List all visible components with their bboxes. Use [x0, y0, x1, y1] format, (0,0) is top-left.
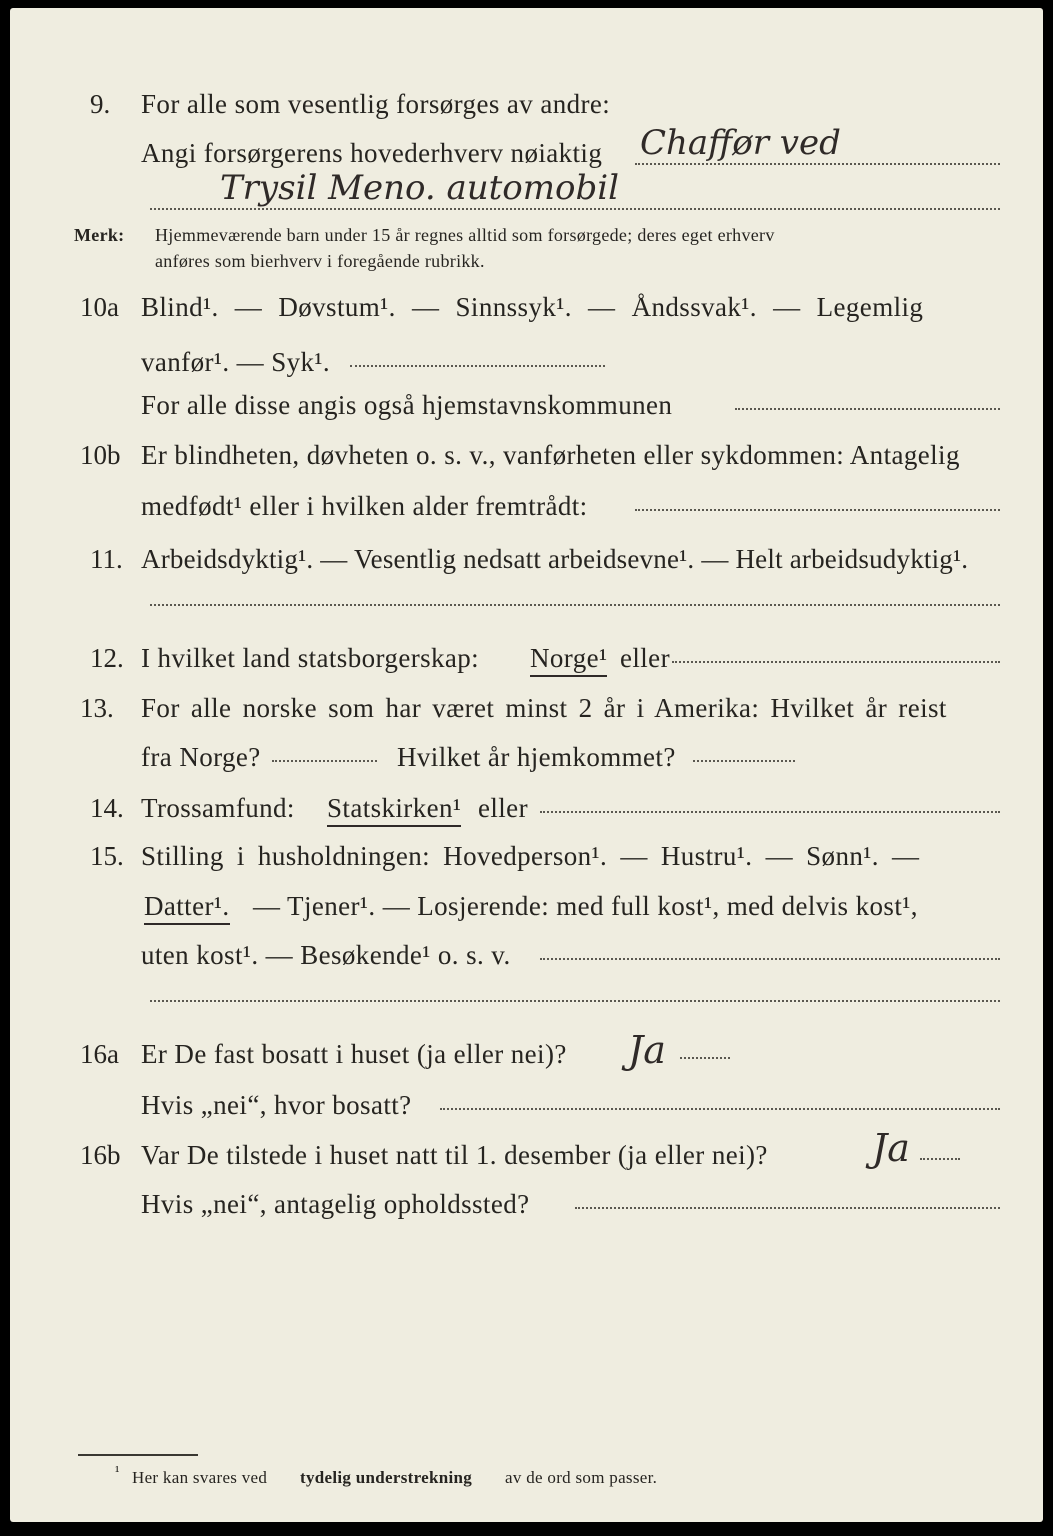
q13-line2a: fra Norge?: [141, 742, 261, 772]
q15-answer-line: [540, 958, 1000, 960]
q13-number: 13.: [80, 693, 114, 723]
q10a-number: 10a: [80, 292, 119, 322]
q10a-hjemstavn-line: [735, 408, 1000, 410]
q9-number: 9.: [90, 89, 111, 119]
q15-answer-line2: [150, 1000, 1000, 1002]
q16a-line2: Hvis „nei“, hvor bosatt?: [141, 1090, 412, 1120]
q11-answer-line: [150, 604, 1000, 606]
q15-line3: uten kost¹. — Besøkende¹ o. s. v.: [141, 940, 511, 970]
q12-text: I hvilket land statsborgerskap:: [141, 643, 480, 673]
q9-answer-line2: [150, 208, 1000, 210]
q16a-line1: Er De fast bosatt i huset (ja eller nei)?: [141, 1039, 567, 1069]
q10b-line1: Er blindheten, døvheten o. s. v., vanførheten eller sykdommen: Antagelig: [141, 440, 960, 470]
footnote-mark: ¹: [115, 1464, 120, 1480]
q16b-opholdssted-line: [575, 1207, 1000, 1209]
q16b-number: 16b: [80, 1140, 121, 1170]
merk-line1: Hjemmeværende barn under 15 år regnes alltid som forsørgede; deres eget erhverv: [155, 225, 775, 245]
q10b-number: 10b: [80, 440, 121, 470]
form-page: [10, 8, 1043, 1522]
q16b-line2: Hvis „nei“, antagelig opholdssted?: [141, 1189, 530, 1219]
q9-line1: For alle som vesentlig forsørges av andre:: [141, 89, 611, 119]
q16a-answer-line: [680, 1057, 730, 1059]
q10b-line2: medfødt¹ eller i hvilken alder fremtrådt:: [141, 491, 588, 521]
q9-handwritten-answer1: Chaffør ved: [640, 123, 841, 163]
q14-option-statskirken: Statskirken¹: [327, 792, 461, 827]
q12-option-norge: Norge¹: [530, 642, 607, 677]
q14-answer-line: [540, 811, 1000, 813]
q15-option-datter: Datter¹.: [144, 890, 230, 925]
q11-line1: Arbeidsdyktig¹. — Vesentlig nedsatt arbeidsevne¹. — Helt arbeidsudyktig¹.: [141, 544, 969, 574]
q13-hjemkommet-line: [693, 760, 795, 762]
q16a-number: 16a: [80, 1039, 119, 1069]
q14-rest: eller: [478, 793, 528, 823]
merk-line2: anføres som bierhverv i foregående rubrikk.: [155, 251, 485, 271]
q9-line2: Angi forsørgerens hovederhverv nøiaktig: [141, 138, 603, 168]
q16b-line1: Var De tilstede i huset natt til 1. desember (ja eller nei)?: [141, 1140, 768, 1170]
q10b-answer-line: [635, 509, 1000, 511]
q13-reist-line: [272, 760, 377, 762]
q16b-answer-line: [920, 1158, 960, 1160]
merk-label: Merk:: [74, 225, 125, 245]
q10a-line2: vanfør¹. — Syk¹.: [141, 347, 331, 377]
q12-rest: eller: [620, 643, 670, 673]
q14-number: 14.: [90, 793, 124, 823]
footnote-text-b: tydelig understrekning: [300, 1468, 473, 1487]
q10a-line3: For alle disse angis også hjemstavnskommunen: [141, 390, 673, 420]
q9-answer-line1: [635, 163, 1000, 165]
q16b-handwritten-answer: Ja: [872, 1126, 910, 1170]
q10a-line1: Blind¹. — Døvstum¹. — Sinnssyk¹. — Åndssvak¹. — Legemlig: [141, 292, 924, 322]
q14-text: Trossamfund:: [141, 793, 295, 823]
footnote-text-c: av de ord som passer.: [505, 1468, 658, 1487]
q15-line1: Stilling i husholdningen: Hovedperson¹. — Hustru¹. — Sønn¹. —: [141, 841, 920, 871]
q10a-answer-line: [350, 365, 605, 367]
footnote-rule: [78, 1454, 198, 1456]
q9-handwritten-answer2: Trysil Meno. automobil: [220, 168, 619, 208]
q13-line2b: Hvilket år hjemkommet?: [397, 742, 676, 772]
q16a-handwritten-answer: Ja: [628, 1028, 666, 1072]
q12-answer-line: [672, 661, 1000, 663]
q13-line1: For alle norske som har været minst 2 år i Amerika: Hvilket år reist: [141, 693, 947, 723]
q12-number: 12.: [90, 643, 124, 673]
q15-line2b: — Tjener¹. — Losjerende: med full kost¹, med delvis kost¹,: [253, 891, 918, 921]
q11-number: 11.: [90, 544, 123, 574]
q15-number: 15.: [90, 841, 124, 871]
footnote-text-a: Her kan svares ved: [132, 1468, 268, 1487]
q16a-bosatt-line: [440, 1108, 1000, 1110]
